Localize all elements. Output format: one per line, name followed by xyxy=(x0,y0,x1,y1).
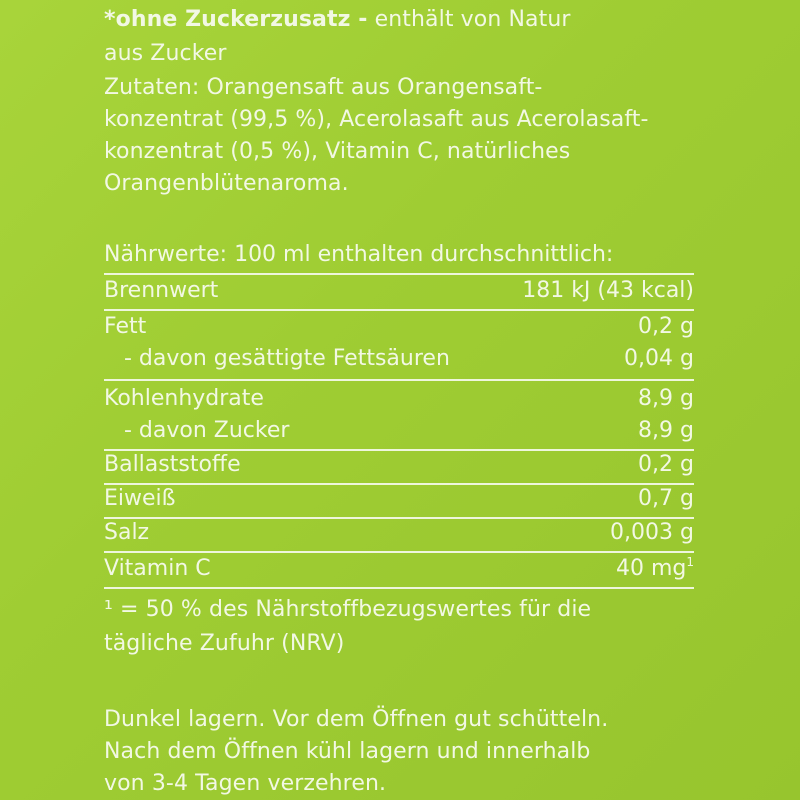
nutrition-header-text: Nährwerte: 100 ml enthalten durchschnittlich: xyxy=(104,242,614,267)
nutrition-table-header xyxy=(104,238,694,272)
row-name: Kohlenhydrate xyxy=(104,386,264,411)
row-name: Fett xyxy=(104,314,147,339)
table-row xyxy=(104,482,694,516)
row-value: 0,04 g xyxy=(624,346,694,371)
table-row xyxy=(104,382,694,416)
row-name: Brennwert xyxy=(104,278,219,303)
table-divider xyxy=(104,587,694,589)
ingredients-line-1: Zutaten: Orangensaft aus Orangensaft- xyxy=(104,75,543,100)
table-row xyxy=(104,414,694,448)
ingredients-line-3: konzentrat (0,5 %), Vitamin C, natürliches xyxy=(104,139,571,164)
table-row xyxy=(104,552,694,586)
footnote-line-2: tägliche Zufuhr (NRV) xyxy=(104,631,345,656)
intro-line-1 xyxy=(104,6,571,34)
row-value: 0,2 g xyxy=(638,452,694,477)
table-row xyxy=(104,274,694,308)
intro-line-1-text: enthält von Natur xyxy=(367,7,571,32)
storage-line-3: von 3-4 Tagen verzehren. xyxy=(104,771,387,796)
row-name: Vitamin C xyxy=(104,556,211,581)
row-value xyxy=(616,555,694,585)
intro-line-2: aus Zucker xyxy=(104,41,227,66)
no-sugar-added-heading: *ohne Zuckerzusatz - xyxy=(104,7,368,32)
row-name: Ballaststoffe xyxy=(104,452,241,477)
footnote-marker: 1 xyxy=(686,555,694,569)
table-row xyxy=(104,310,694,344)
row-value: 0,7 g xyxy=(638,486,694,511)
table-divider xyxy=(104,379,694,381)
row-value: 181 kJ (43 kcal) xyxy=(522,278,694,303)
row-name: Salz xyxy=(104,520,150,545)
row-value: 8,9 g xyxy=(638,418,694,443)
table-row xyxy=(104,342,694,376)
row-value: 8,9 g xyxy=(638,386,694,411)
vitamin-c-value: 40 mg xyxy=(615,556,687,581)
ingredients-line-2: konzentrat (99,5 %), Acerolasaft aus Acerolasaft- xyxy=(104,107,649,132)
storage-line-2: Nach dem Öffnen kühl lagern und innerhalb xyxy=(104,739,591,764)
nutrition-table xyxy=(104,238,694,581)
storage-line-1: Dunkel lagern. Vor dem Öffnen gut schütteln. xyxy=(104,707,609,732)
table-row xyxy=(104,516,694,550)
table-row xyxy=(104,448,694,482)
footnote-line-1: ¹ = 50 % des Nährstoffbezugswertes für die xyxy=(104,597,592,622)
ingredients-line-4: Orangenblütenaroma. xyxy=(104,171,349,196)
row-name: Eiweiß xyxy=(104,486,176,511)
row-value: 0,003 g xyxy=(610,520,694,545)
row-name: - davon gesättigte Fettsäuren xyxy=(124,346,450,371)
row-value: 0,2 g xyxy=(638,314,694,339)
row-name: - davon Zucker xyxy=(124,418,290,443)
